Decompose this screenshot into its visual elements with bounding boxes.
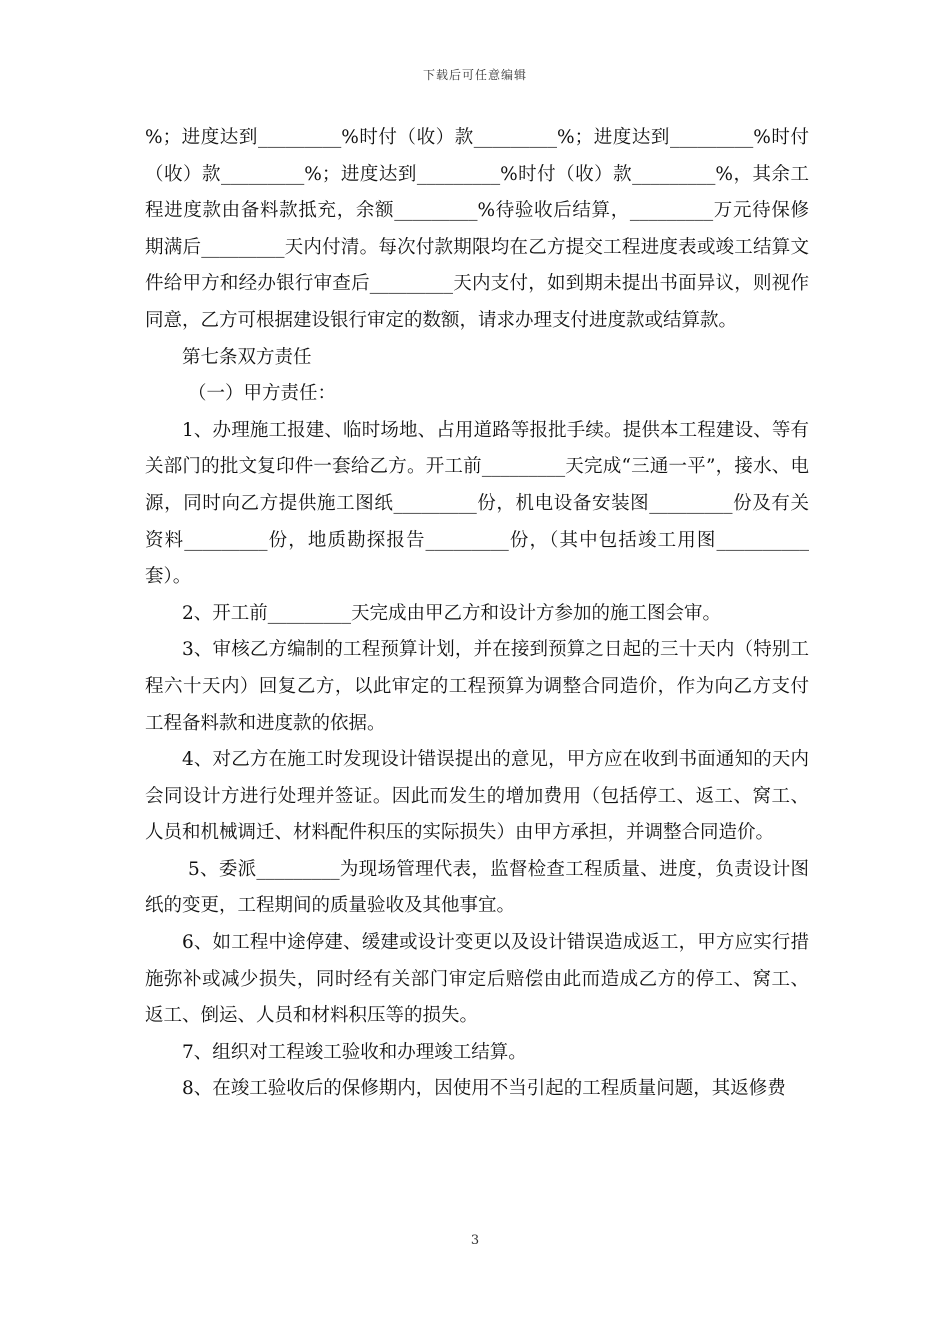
clause-8: 8、在竣工验收后的保修期内，因使用不当引起的工程质量问题，其返修费	[182, 1078, 786, 1100]
clause-3: 3、审核乙方编制的工程预算计划，并在接到预算之日起的三十天内（特别工程六十天内）回复乙方，以此审定的工程预算为调整合同造价，作为向乙方支付工程备料款和进度款的依据。	[145, 639, 809, 734]
clause-4: 4、对乙方在施工时发现设计错误提出的意见，甲方应在收到书面通知的天内会同设计方进行处理并签证。因此而发生的增加费用（包括停工、返工、窝工、人员和机械调迁、材料配件积压的实际损失）由甲方承担，并调整合同造价。	[145, 749, 809, 844]
clause-2: 2、开工前_________天完成由甲乙方和设计方参加的施工图会审。	[182, 602, 722, 624]
section-heading-article-7: 第七条双方责任	[182, 346, 312, 368]
page-header: 下载后可任意编辑	[422, 68, 527, 82]
subsection-heading-party-a: （一）甲方责任：	[188, 383, 337, 405]
page-number: 3	[470, 1233, 480, 1248]
clause-6: 6、如工程中途停建、缓建或设计变更以及设计错误造成返工，甲方应实行措施弥补或减少损失，同时经有关部门审定后赔偿由此而造成乙方的停工、窝工、返工、倒运、人员和材料积压等的损失。	[145, 932, 809, 1027]
clause-1: 1、办理施工报建、临时场地、占用道路等报批手续。提供本工程建设、等有关部门的批文复印件一套给乙方。开工前_________天完成“三通一平”，接水、电源，同时向乙方提供施工图纸_________份，机电设备安装图_________份及有关资料_________份，地质勘探报告_________份，（其中包括竣工用图__________套）。	[145, 419, 809, 588]
paragraph-payment-schedule: %；进度达到_________%时付（收）款_________%；进度达到_________%时付（收）款_________%；进度达到_________%时付（收）款_________%，其余工程进度款由备料款抵充，余额_________%待验收后结算，_________万元待保修期满后_________天内付清。每次付款期限均在乙方提交工程进度表或竣工结算文件给甲方和经办银行审查后_________天内支付，如到期未提出书面异议，则视作同意，乙方可根据建设银行审定的数额，请求办理支付进度款或结算款。	[145, 127, 809, 331]
document-body	[145, 120, 809, 1108]
clause-5: 5、委派_________为现场管理代表，监督检查工程质量、进度，负责设计图纸的变更，工程期间的质量验收及其他事宜。	[145, 858, 809, 917]
clause-7: 7、组织对工程竣工验收和办理竣工结算。	[182, 1041, 527, 1063]
